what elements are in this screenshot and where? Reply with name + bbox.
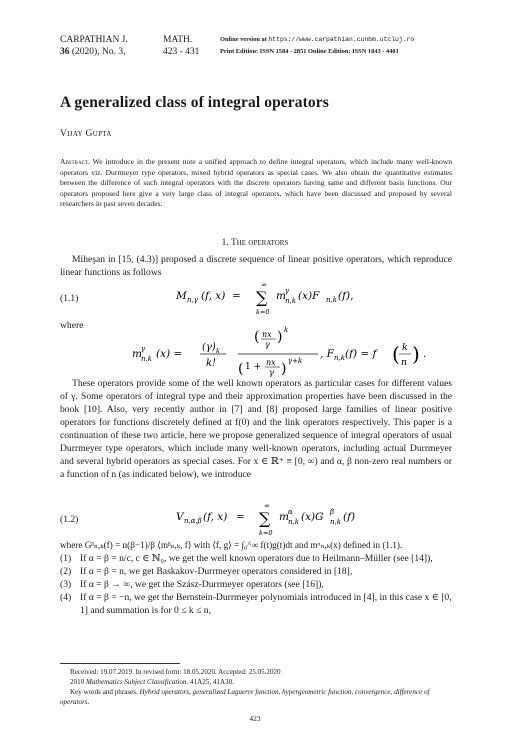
eq2-lhs-sub: n,α,β	[184, 517, 202, 525]
received-dates: Received: 19.07.2019. In revised form: 18.05.2020. Accepted: 25.05.2020	[70, 668, 281, 676]
list-item-text: If α = β → ∞, we get the Szász-Durrmeyer operators (see [16]),	[80, 579, 324, 590]
def-paren2-close: )	[281, 361, 287, 377]
where-g-definition: where Gᵝₙ,ₖ(f) = n(β−1)/β ⟨mᵝₙ,ₖ, f⟩ with ⟨f, g⟩ = ∫₀^∞ f(t)g(t)dt and mᵅₙ,ₖ(x) defined in (1.1).	[60, 540, 403, 550]
list-item-number: (3)	[60, 579, 72, 590]
journal-math	[163, 34, 199, 58]
list-item	[60, 591, 452, 617]
equation-1-2	[170, 499, 400, 539]
def-paren3-open: (	[392, 342, 400, 366]
def-k: k	[402, 342, 408, 353]
def-f-rest: (f) = f	[345, 348, 377, 360]
where-label: where	[60, 320, 84, 331]
eq1-args: (f, x)	[201, 290, 226, 302]
journal-name	[60, 34, 128, 58]
eq2-sum-top: ∞	[264, 502, 270, 510]
list-item	[60, 565, 452, 578]
section-number: 1.	[221, 238, 229, 248]
eq1-end: (f),	[338, 290, 354, 302]
msc-classification	[60, 678, 462, 688]
eq1-m-sub: n,k	[285, 297, 296, 305]
list-item-text: If α = β = n/c, c ∈ ℕ₀, we get the well known operators due to Heilmann–Müller (see [14]),	[80, 553, 433, 564]
online-version	[220, 34, 414, 46]
eq2-equals: =	[236, 511, 245, 523]
abstract	[60, 157, 452, 210]
keywords-text: Hybrid operators, generalized Laguerre function, hypergeometric function, convergence, difference of operators.	[60, 688, 430, 706]
def-paren-close: )	[277, 329, 283, 345]
online-label: Online version at	[220, 36, 269, 43]
paper-title: A generalized class of integral operators	[60, 94, 329, 111]
list-item-number: (4)	[60, 592, 72, 603]
eq2-g-sup: β	[330, 508, 335, 516]
def-m-sup: γ	[141, 345, 146, 353]
special-cases-list	[60, 552, 452, 617]
eq2-m-sup: α	[288, 508, 293, 516]
def-paren2-open: (	[238, 361, 244, 377]
def-f-sub: n,k	[334, 354, 345, 362]
list-item-text: If α = β = n, we get Baskakov-Durrmeyer operators considered in [18],	[80, 566, 353, 577]
main-paragraph: These operators provide some of the well known operators as particular cases for different values of γ. Some operators of integral type and their approximation properties have been discussed in the book [10]. Also, very recently author in [7] and [8] proposed large families of linear positive operators for functions discretely defined at f(0) and the link operators respectively. This paper is a continuation of these two article, here we propose generalized sequence of integral operators of usual Durrmeyer type operators, which include many well-known operators, including actual Durrmeyer and several hybrid operators as special cases. For x ∈ ℝ⁺ ≡ [0, ∞) and α, β non-zero real numbers or a function of n (as indicated below), we introduce	[60, 378, 452, 480]
def-n: n	[401, 357, 408, 368]
section-heading	[0, 238, 510, 248]
def-exp-gamma-k: γ+k	[288, 357, 303, 365]
author-name: Vijay Gupta	[60, 129, 112, 139]
list-item-number: (1)	[60, 553, 72, 564]
def-paren3-close: )	[412, 342, 420, 366]
page-number: 423	[249, 714, 261, 723]
eq1-sigma: ∑	[256, 288, 268, 307]
def-exp-k: k	[284, 326, 289, 334]
eq2-lhs: V	[176, 511, 184, 523]
list-item-text: If α = β = −n, we get the Bernstein-Durrmeyer polynomials introduced in [4], in this case x ∈ [0, 1] and summation is for 0 ≤ k ≤ n,	[80, 592, 452, 616]
online-url[interactable]: https://www.carpathian.cunbm.utcluj.ro	[268, 36, 415, 43]
eq2-m-sub: n,k	[288, 518, 299, 526]
eq2-end: (f)	[343, 511, 356, 523]
msc-codes: 41A25, 41A30.	[188, 678, 234, 686]
eq2-g-sub: n,k	[330, 518, 341, 526]
def-dot: .	[423, 348, 427, 360]
msc-label: Mathematics Subject Classification.	[85, 678, 189, 686]
eq1-m: m	[276, 290, 286, 302]
abstract-text: We introduce in the present note a unified approach to define integral operators, which include many well-known operators viz. Durrmeyer type operators, mixed hybrid operators as special cases. We also obtain the quantitative estimates between the difference of such integral operators with the discrete operators having same and different basis functions. Our operators proposed here give a very large class of integral operators, which have been discussed and proposed by several researchers in past seven decades.	[60, 157, 452, 208]
def-paren-open: (	[254, 329, 260, 345]
page-range: 423 - 431	[163, 47, 200, 57]
def-m-sub: n,k	[141, 355, 152, 363]
eq2-sigma: ∑	[259, 509, 271, 528]
equation-number-1-1: (1.1)	[60, 293, 79, 304]
intro-paragraph: Miheşan in [15, (4.3)] proposed a discrete sequence of linear positive operators, which reproduce linear functions as follows	[60, 254, 452, 278]
list-item	[60, 578, 452, 591]
def-f: , F	[320, 348, 334, 360]
volume-number: 36	[60, 47, 70, 57]
def-nx-2: nx	[266, 358, 276, 367]
eq2-mid: (x)G	[301, 511, 324, 523]
def-nx: nx	[262, 330, 272, 339]
def-one-plus: 1 +	[245, 362, 262, 372]
list-item	[60, 552, 452, 565]
eq2-args: (f, x)	[203, 511, 228, 523]
eq1-m-sup: γ	[285, 287, 290, 295]
def-m: m	[132, 348, 142, 360]
list-item-number: (2)	[60, 566, 72, 577]
equation-number-1-2: (1.2)	[60, 514, 79, 525]
eq1-lhs: M	[176, 290, 187, 302]
equation-definition	[130, 325, 450, 381]
def-gamma: γ	[265, 340, 270, 349]
issn-line: Print Edition: ISSN 1584 - 2851 Online Edition: ISSN 1843 - 4401	[220, 48, 399, 55]
volume-year: (2020), No. 3,	[69, 47, 126, 57]
def-x-equals: (x) =	[156, 348, 183, 360]
eq1-lhs-sub: n,γ	[187, 296, 198, 304]
abstract-label: Abstract.	[60, 157, 90, 166]
def-gamma-2: γ	[269, 368, 274, 377]
keywords	[60, 688, 452, 707]
def-gamma-k-sub: k	[216, 347, 220, 355]
eq1-f-sub: n,k	[326, 296, 337, 304]
eq1-rest: (x)F	[298, 290, 320, 302]
def-k-factorial: k!	[206, 358, 217, 369]
journal-line-2	[60, 46, 128, 58]
eq1-equals: =	[232, 290, 241, 302]
eq2-m: m	[279, 511, 289, 523]
math-label: MATH.	[163, 35, 193, 45]
footnote-rule	[60, 663, 180, 664]
keywords-label: Key words and phrases.	[70, 688, 140, 696]
msc-year: 2010	[70, 678, 86, 686]
section-title: The operators	[231, 238, 289, 248]
def-gamma-k: (γ)	[202, 342, 216, 353]
journal-line-1: CARPATHIAN J.	[60, 35, 128, 45]
equation-1-1	[170, 278, 400, 318]
eq1-sum-bottom: k=0	[256, 308, 270, 316]
eq2-sum-bottom: k=0	[259, 529, 273, 537]
eq1-sum-top: ∞	[261, 281, 267, 289]
